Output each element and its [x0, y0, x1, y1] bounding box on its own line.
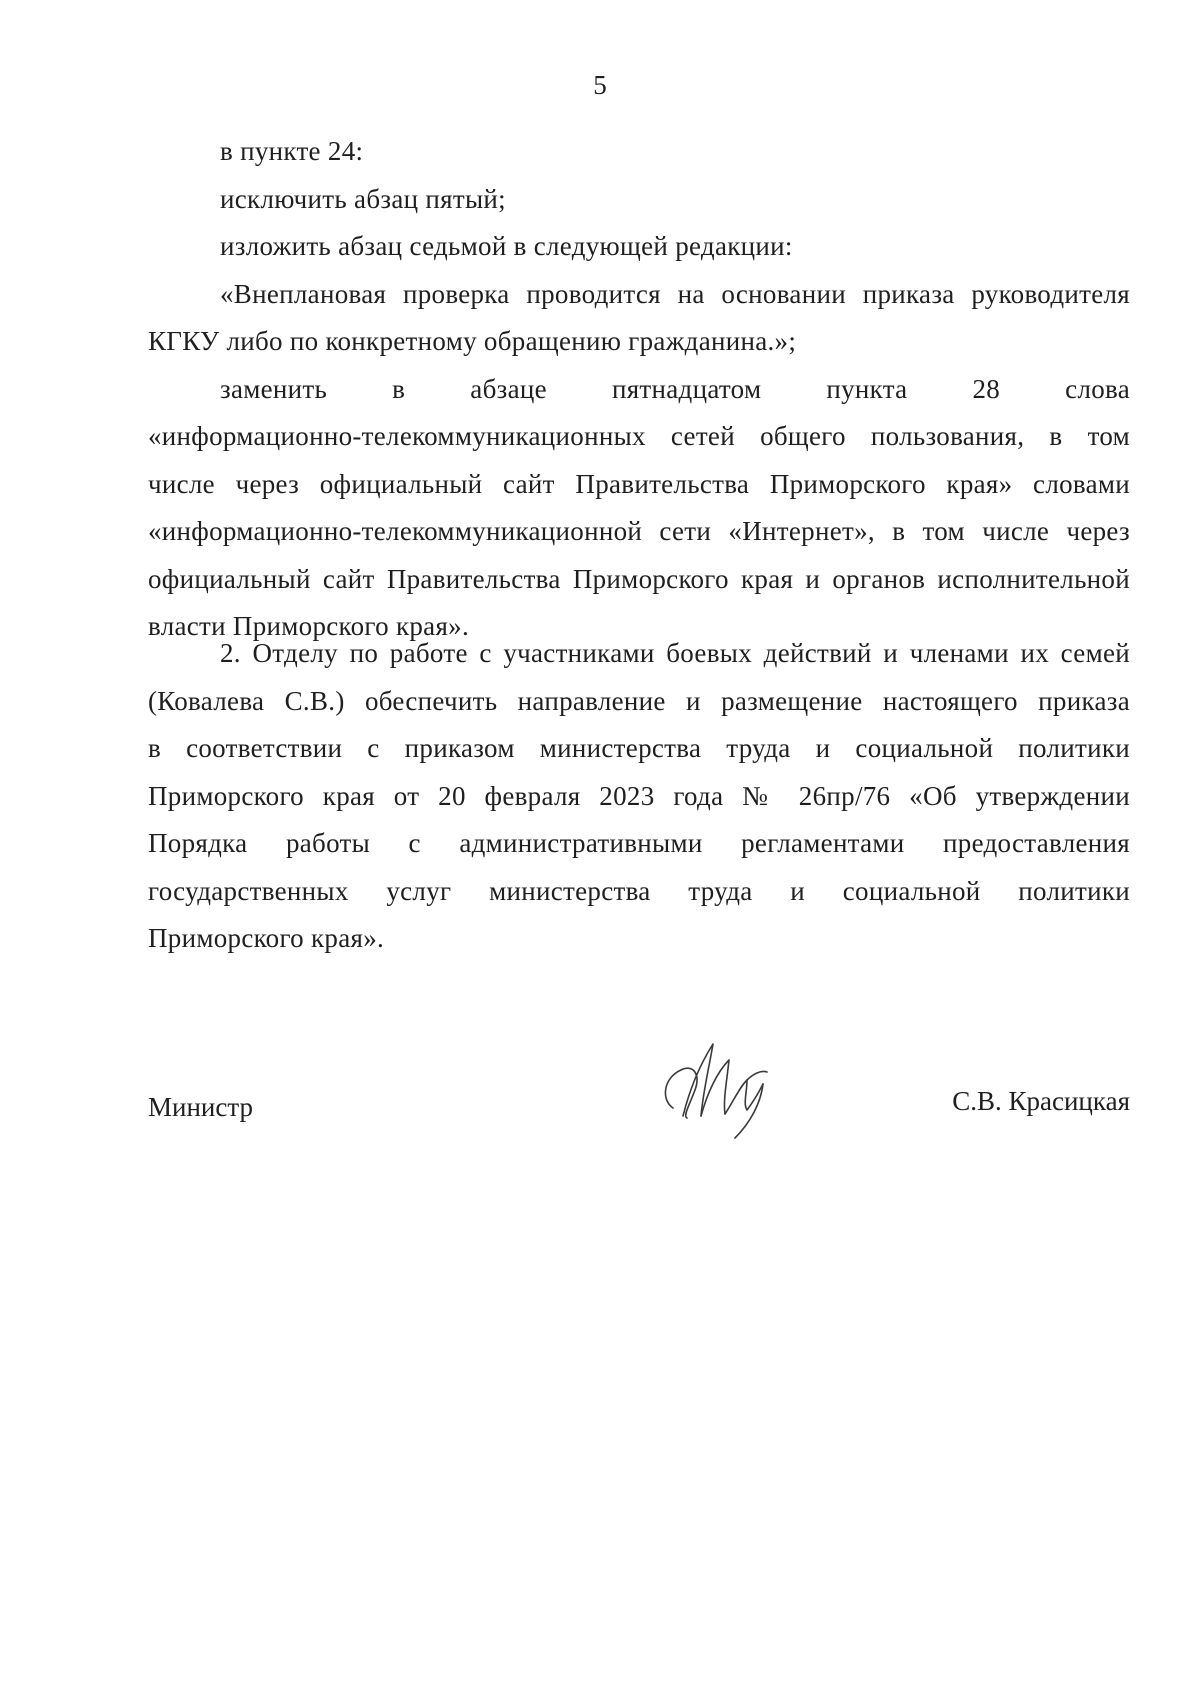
text-line: Приморского края». [148, 923, 385, 953]
text-line: «информационно-телекоммуникационной сети «Интернет», в том числе через [148, 516, 1130, 546]
text-line: (Ковалева С.В.) обеспечить направление и размещение настоящего приказа [148, 685, 1130, 716]
text-line: власти Приморского края». [148, 611, 470, 641]
paragraph-2 [148, 630, 1130, 963]
text-line: 2. Отделу по работе с участниками боевых действий и членами их семей [220, 638, 1130, 668]
text-line: заменить в абзаце пятнадцатом пункта 28 слова [220, 373, 1130, 404]
text-line: Приморского края от 20 февраля 2023 года № 26пр/76 «Об утверждении [148, 780, 1130, 811]
text-line: в соответствии с приказом министерства труда и социальной политики [148, 733, 1130, 763]
text-line: числе через официальный сайт Правительства Приморского края» словами [148, 468, 1130, 499]
text-line: изложить абзац седьмой в следующей редакции: [220, 231, 793, 261]
text-line: в пункте 24: [220, 136, 364, 166]
amendments-section [148, 128, 1130, 651]
signature-block [148, 1070, 1130, 1210]
text-line: государственных услуг министерства труда и социальной политики [148, 875, 1130, 906]
signatory-position: Министр [148, 1092, 253, 1122]
page-number: 5 [593, 70, 607, 100]
text-line: КГКУ либо по конкретному обращению гражданина.»; [148, 326, 797, 356]
handwritten-signature [643, 1030, 783, 1145]
signatory-name: С.В. Красицкая [952, 1086, 1130, 1116]
text-line: официальный сайт Правительства Приморского края и органов исполнительной [148, 563, 1130, 594]
text-line: «информационно-телекоммуникационных сетей общего пользования, в том [148, 421, 1130, 451]
text-line: «Внеплановая проверка проводится на основании приказа руководителя [220, 278, 1130, 309]
text-line: исключить абзац пятый; [220, 183, 506, 214]
text-line: Порядка работы с административными регламентами предоставления [148, 828, 1130, 858]
